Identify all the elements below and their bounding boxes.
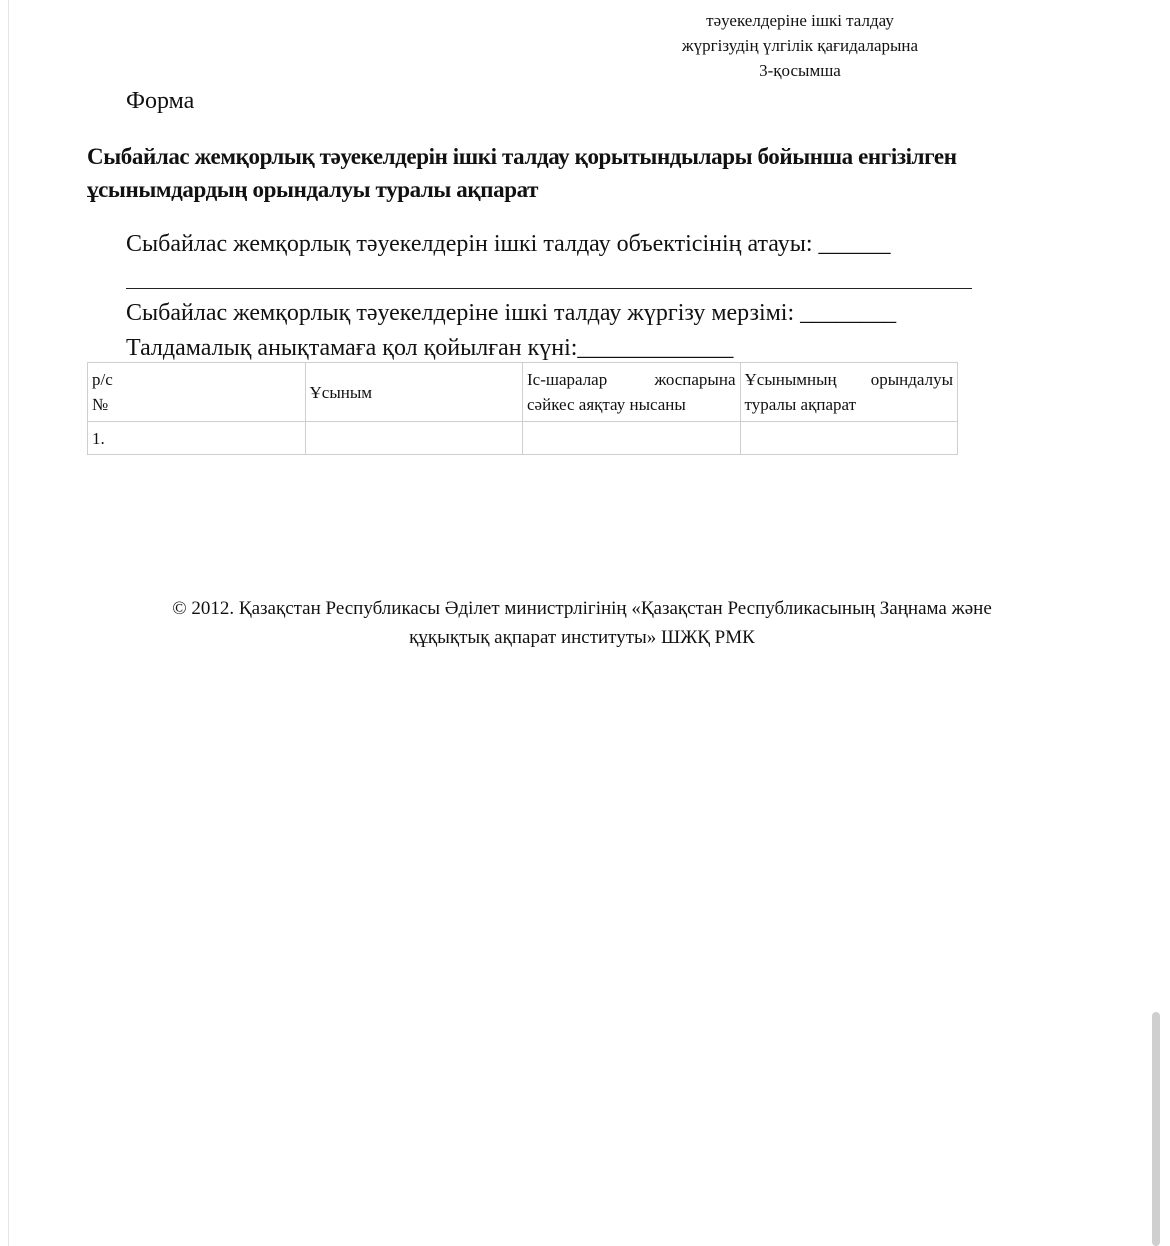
header-cell-recommendation: [305, 363, 523, 422]
header-cell-number: [88, 363, 306, 422]
header-recommendation-label: Ұсыным: [309, 382, 373, 402]
appendix-note-line-3: 3-қосымша: [759, 61, 841, 80]
header-number-line-1: р/с: [92, 370, 113, 389]
header-number-line-2: №: [92, 395, 109, 414]
object-name-field: Сыбайлас жемқорлық тәуекелдерін ішкі талдау объектісінің атауы: ______: [126, 231, 891, 257]
header-cell-completion-form: [523, 363, 741, 422]
header-execution-line-2: туралы ақпарат: [744, 395, 857, 414]
document-title-line-1: Сыбайлас жемқорлық тәуекелдерін ішкі талдау қорытындылары бойынша енгізілген: [87, 144, 957, 169]
header-completion-line-2: сәйкес аяқтау нысаны: [527, 395, 686, 414]
row-number-cell: 1.: [88, 422, 306, 455]
blank-underline: [126, 288, 972, 289]
table-header-row: [88, 363, 958, 422]
copyright-line-1: © 2012. Қазақстан Республикасы Әділет министрлігінің «Қазақстан Республикасының Заңнама және: [172, 598, 992, 619]
vertical-scrollbar-thumb[interactable]: [1152, 1012, 1160, 1246]
copyright-line-2: құқықтық ақпарат институты» ШЖҚ РМК: [409, 627, 755, 648]
appendix-note-line-2: жүргізудің үлгілік қағидаларына: [681, 36, 919, 55]
copyright-footer: [110, 594, 1054, 652]
document-title-line-2: ұсынымдардың орындалуы туралы ақпарат: [87, 177, 539, 202]
header-cell-execution-info: [740, 363, 958, 422]
header-execution-line-1: Ұсынымның орындалуы: [744, 370, 953, 389]
appendix-note: [640, 8, 960, 83]
analysis-period-field: Сыбайлас жемқорлық тәуекелдеріне ішкі талдау жүргізу мерзімі: ________: [126, 300, 897, 326]
recommendations-table: [87, 362, 958, 455]
document-title: [87, 140, 1047, 206]
row-execution-info-cell: [740, 422, 958, 455]
table-row: [88, 422, 958, 455]
sign-date-field: Талдамалық анықтамаға қол қойылған күні:_____________: [126, 335, 734, 361]
row-recommendation-cell: [305, 422, 523, 455]
page-left-edge: [8, 0, 9, 1246]
form-label: Форма: [126, 88, 195, 114]
header-completion-line-1: Іс-шаралар жоспарына: [527, 370, 736, 389]
row-completion-form-cell: [523, 422, 741, 455]
appendix-note-line-1: тәуекелдеріне ішкі талдау: [706, 11, 894, 30]
